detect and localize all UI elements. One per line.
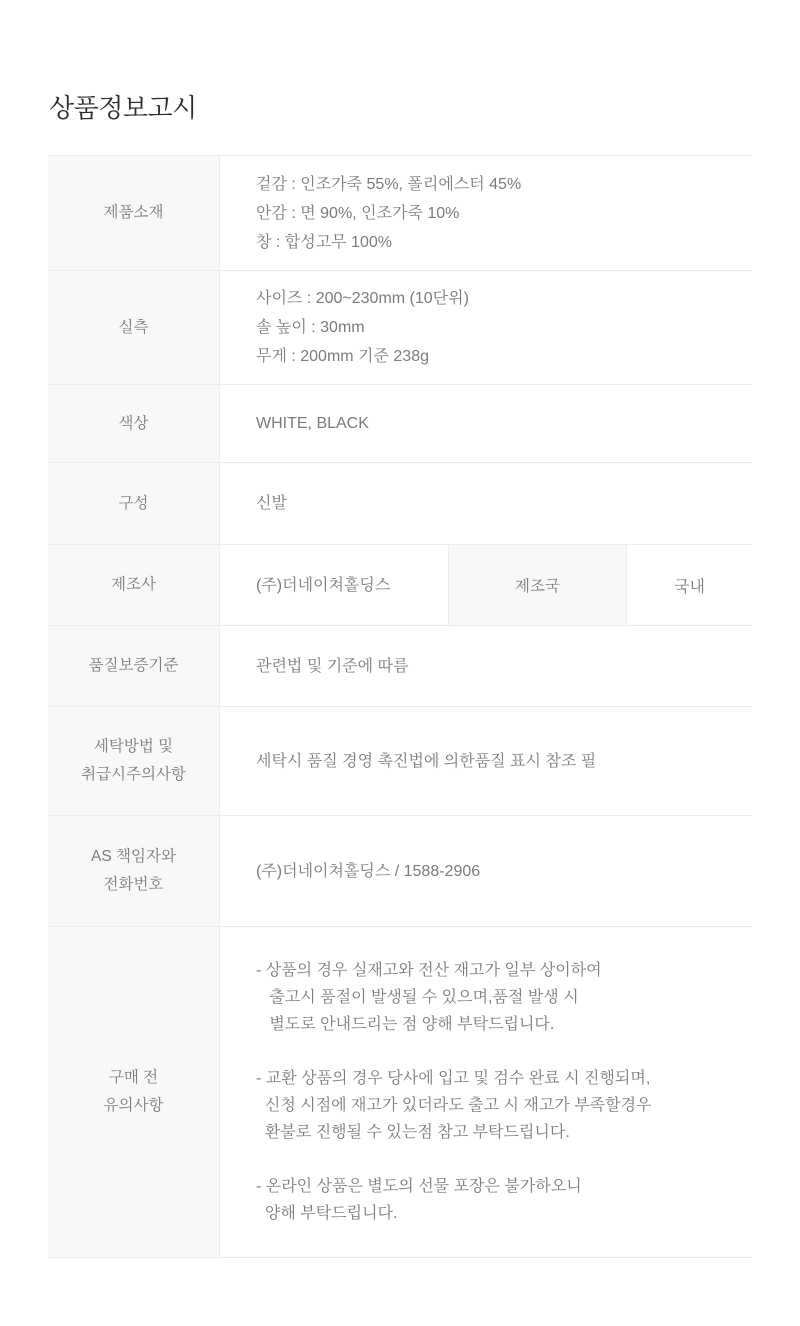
row-label-line: 구성: [118, 494, 149, 512]
row-label-line: 유의사항: [103, 1097, 164, 1114]
row-value: [220, 545, 448, 625]
note-line: 출고시 품절이 발생될 수 있으며,품절 발생 시: [256, 989, 579, 1006]
row-label-line: 구매 전: [108, 1069, 159, 1086]
row-label: [48, 545, 220, 625]
row-label: [48, 626, 220, 706]
row-label: [48, 927, 220, 1257]
value-line: 세탁시 품질 경영 촉진법에 의한품질 표시 참조 필: [256, 752, 597, 770]
row-label-line: 세탁방법 및: [93, 738, 174, 755]
row-value: [220, 707, 752, 815]
row-value: [220, 927, 752, 1257]
value-line: (주)더네이쳐홀딩스 / 1588-2906: [256, 862, 481, 880]
product-info-table: [48, 155, 752, 1258]
row-label: [48, 816, 220, 926]
note-paragraph: [256, 957, 742, 1038]
row-value: [220, 816, 752, 926]
row-label-line: 취급시주의사항: [81, 766, 186, 783]
row-value: [220, 156, 752, 270]
value-line: 창 : 합성고무 100%: [256, 233, 392, 251]
row-label: [48, 156, 220, 270]
table-row-washing: [48, 706, 752, 815]
note-line: - 교환 상품의 경우 당사에 입고 및 검수 완료 시 진행되며,: [256, 1070, 651, 1087]
row-label-line: 실측: [118, 318, 149, 336]
note-line: - 상품의 경우 실재고와 전산 재고가 일부 상이하여: [256, 962, 602, 979]
note-paragraph: [256, 1065, 742, 1146]
value-line: 신발: [256, 495, 287, 512]
row-label-line: 전화번호: [103, 876, 164, 893]
value-line: 안감 : 면 90%, 인조가죽 10%: [256, 204, 460, 222]
row-value: [220, 271, 752, 384]
note-line: 양해 부탁드립니다.: [256, 1205, 398, 1222]
row-label-country: 제조국: [448, 545, 627, 625]
value-line: (주)더네이쳐홀딩스: [256, 576, 391, 594]
table-row-as-contact: [48, 815, 752, 926]
note-line: 별도로 안내드리는 점 양해 부탁드립니다.: [256, 1016, 555, 1033]
table-row-manufacturer: [48, 544, 752, 625]
table-row-warranty: [48, 625, 752, 706]
note-line: - 온라인 상품은 별도의 선물 포장은 불가하오니: [256, 1178, 582, 1195]
row-value: [220, 626, 752, 706]
row-label-line: 색상: [118, 414, 149, 432]
row-label: [48, 707, 220, 815]
page-title: 상품정보고시: [49, 93, 197, 123]
table-row-purchase-notes: [48, 926, 752, 1257]
row-value-country: 국내: [674, 578, 705, 596]
row-label: [48, 385, 220, 462]
row-value: [220, 385, 752, 462]
table-row-material: [48, 156, 752, 270]
row-label-line: 품질보증기준: [88, 657, 179, 674]
value-line: 무게 : 200mm 기준 238g: [256, 348, 429, 365]
row-label-line: 제조사: [111, 576, 156, 593]
note-line: 환불로 진행될 수 있는점 참고 부탁드립니다.: [256, 1124, 570, 1141]
row-label: [48, 463, 220, 544]
row-label: [48, 271, 220, 384]
table-row-composition: [48, 462, 752, 544]
note-line: 신청 시점에 재고가 있더라도 출고 시 재고가 부족할경우: [256, 1097, 652, 1114]
value-line: 겉감 : 인조가죽 55%, 폴리에스터 45%: [256, 175, 522, 193]
table-row-measurement: [48, 270, 752, 384]
row-value: [220, 463, 752, 544]
table-row-color: [48, 384, 752, 462]
value-line: 사이즈 : 200~230mm (10단위): [256, 290, 469, 307]
value-line: 솔 높이 : 30mm: [256, 319, 365, 336]
row-label-line: AS 책임자와: [91, 848, 176, 865]
value-line: 관련법 및 기준에 따름: [256, 657, 409, 675]
value-line: WHITE, BLACK: [256, 415, 369, 432]
row-label-line: 제품소재: [103, 204, 164, 221]
note-paragraph: [256, 1173, 742, 1227]
